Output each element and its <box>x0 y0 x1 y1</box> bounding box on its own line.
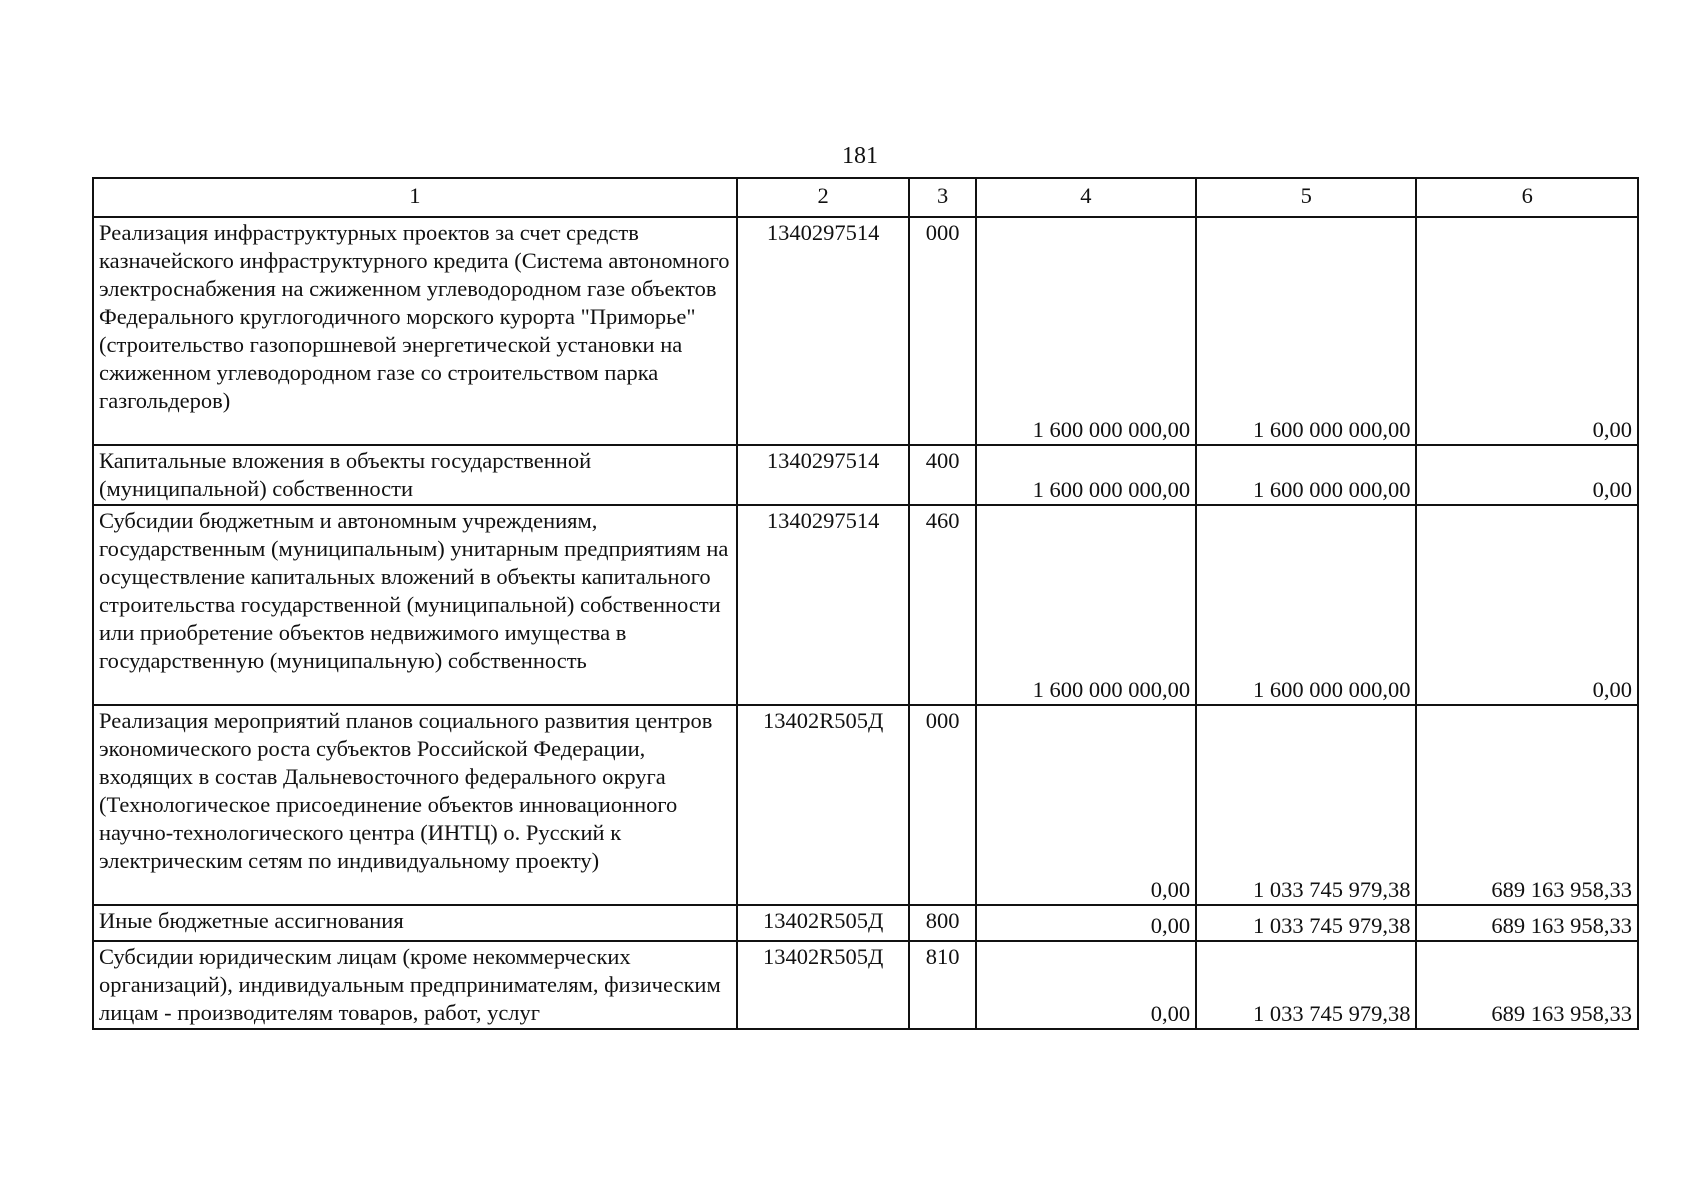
row-expense-type: 400 <box>909 445 975 505</box>
row-target-code: 1340297514 <box>737 505 910 705</box>
budget-table <box>92 177 1639 1030</box>
row-amount-col5: 1 033 745 979,38 <box>1196 905 1416 941</box>
header-cell: 5 <box>1196 178 1416 217</box>
row-amount-col6: 0,00 <box>1416 445 1638 505</box>
row-expense-type: 460 <box>909 505 975 705</box>
row-target-code: 1340297514 <box>737 445 910 505</box>
row-expense-type: 800 <box>909 905 975 941</box>
row-description: Субсидии юридическим лицам (кроме некоммерческих организаций), индивидуальным предпринимателям, физическим лицам - производителям товаров, работ, услуг <box>93 941 737 1029</box>
row-target-code: 13402R505Д <box>737 905 910 941</box>
row-amount-col6: 689 163 958,33 <box>1416 941 1638 1029</box>
row-amount-col5: 1 033 745 979,38 <box>1196 941 1416 1029</box>
header-cell: 6 <box>1416 178 1638 217</box>
row-expense-type: 000 <box>909 217 975 445</box>
table-row <box>93 941 1638 1029</box>
row-amount-col6: 0,00 <box>1416 217 1638 445</box>
table-header-row <box>93 178 1638 217</box>
row-amount-col4: 0,00 <box>976 705 1196 905</box>
row-amount-col4: 0,00 <box>976 905 1196 941</box>
header-cell: 2 <box>737 178 910 217</box>
row-target-code: 13402R505Д <box>737 705 910 905</box>
row-description: Субсидии бюджетным и автономным учреждениям, государственным (муниципальным) унитарным предприятиям на осуществление капитальных вложений в объекты капитального строительства государственной (муниципальной) собственности или приобретение объектов недвижимого имущества в государственную (муниципальную) собственность <box>93 505 737 705</box>
header-cell: 4 <box>976 178 1196 217</box>
row-description: Капитальные вложения в объекты государственной (муниципальной) собственности <box>93 445 737 505</box>
row-amount-col6: 689 163 958,33 <box>1416 905 1638 941</box>
row-description: Реализация мероприятий планов социального развития центров экономического роста субъектов Российской Федерации, входящих в состав Дальневосточного федерального округа (Технологическое присоединение объектов инновационного научно-технологического центра (ИНТЦ) о. Русский к электрическим сетям по индивидуальному проекту) <box>93 705 737 905</box>
row-amount-col6: 689 163 958,33 <box>1416 705 1638 905</box>
header-cell: 1 <box>93 178 737 217</box>
row-amount-col5: 1 600 000 000,00 <box>1196 505 1416 705</box>
page-number: 181 <box>842 143 878 169</box>
row-amount-col6: 0,00 <box>1416 505 1638 705</box>
row-target-code: 13402R505Д <box>737 941 910 1029</box>
table-row <box>93 905 1638 941</box>
row-amount-col4: 0,00 <box>976 941 1196 1029</box>
row-amount-col5: 1 033 745 979,38 <box>1196 705 1416 905</box>
row-amount-col5: 1 600 000 000,00 <box>1196 445 1416 505</box>
row-amount-col4: 1 600 000 000,00 <box>976 217 1196 445</box>
row-amount-col4: 1 600 000 000,00 <box>976 445 1196 505</box>
row-amount-col4: 1 600 000 000,00 <box>976 505 1196 705</box>
row-description: Иные бюджетные ассигнования <box>93 905 737 941</box>
row-description: Реализация инфраструктурных проектов за счет средств казначейского инфраструктурного кредита (Система автономного электроснабжения на сжиженном углеводородном газе объектов Федерального круглогодичного морского курорта "Приморье" (строительство газопоршневой энергетической установки на сжиженном углеводородном газе со строительством парка газгольдеров) <box>93 217 737 445</box>
table-row <box>93 217 1638 445</box>
table-row <box>93 705 1638 905</box>
row-amount-col5: 1 600 000 000,00 <box>1196 217 1416 445</box>
row-expense-type: 000 <box>909 705 975 905</box>
row-target-code: 1340297514 <box>737 217 910 445</box>
row-expense-type: 810 <box>909 941 975 1029</box>
table-row <box>93 505 1638 705</box>
table-row <box>93 445 1638 505</box>
header-cell: 3 <box>909 178 975 217</box>
